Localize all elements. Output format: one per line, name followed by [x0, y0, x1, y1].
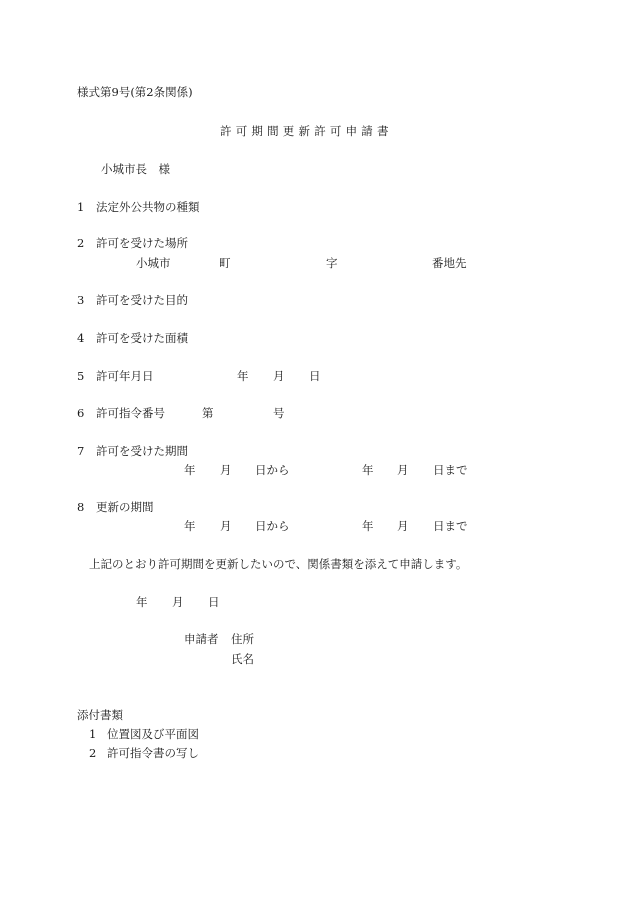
- application-statement: 上記のとおり許可期間を更新したいので、関係書類を添えて申請します。: [89, 557, 468, 571]
- applicant-label: 申請者: [184, 632, 219, 646]
- item-8-label: 更新の期間: [96, 500, 154, 514]
- item-5-label: 許可年月日: [96, 369, 154, 383]
- application-date-day: 日: [208, 595, 220, 609]
- permit-number-prefix: 第: [202, 406, 214, 420]
- renewal-end-month: 月: [397, 519, 409, 533]
- period-start-from: 日から: [255, 463, 290, 477]
- applicant-name-label: 氏名: [231, 652, 254, 666]
- renewal-start-month: 月: [220, 519, 232, 533]
- renewal-start-from: 日から: [255, 519, 290, 533]
- period-end-until: 日まで: [433, 463, 468, 477]
- item-1-label: 法定外公共物の種類: [96, 200, 200, 214]
- item-3-label: 許可を受けた目的: [96, 293, 188, 307]
- permit-date-day: 日: [309, 369, 321, 383]
- item-4-number: 4: [77, 331, 85, 345]
- permit-date-month: 月: [273, 369, 285, 383]
- location-city: 小城市: [136, 256, 171, 270]
- location-town: 町: [219, 256, 231, 270]
- renewal-end-year: 年: [362, 519, 374, 533]
- item-2-label: 許可を受けた場所: [96, 236, 188, 250]
- permit-date-year: 年: [237, 369, 249, 383]
- item-6-number: 6: [77, 406, 85, 420]
- attachment-2-number: 2: [89, 746, 97, 760]
- period-start-year: 年: [184, 463, 196, 477]
- attachment-2-text: 許可指令書の写し: [107, 746, 199, 760]
- renewal-start-year: 年: [184, 519, 196, 533]
- item-1-number: 1: [77, 200, 85, 214]
- attachments-heading: 添付書類: [77, 708, 123, 722]
- location-aza: 字: [326, 256, 338, 270]
- location-banchi: 番地先: [432, 256, 467, 270]
- attachment-1-text: 位置図及び平面図: [107, 727, 199, 741]
- item-4-label: 許可を受けた面積: [96, 331, 188, 345]
- application-date-month: 月: [172, 595, 184, 609]
- permit-number-suffix: 号: [273, 406, 285, 420]
- addressee: 小城市長 様: [101, 162, 170, 176]
- document-title: 許可期間更新許可申請書: [220, 124, 393, 138]
- item-2-number: 2: [77, 236, 85, 250]
- item-3-number: 3: [77, 293, 85, 307]
- item-6-label: 許可指令番号: [96, 406, 165, 420]
- period-end-year: 年: [362, 463, 374, 477]
- item-8-number: 8: [77, 500, 85, 514]
- item-5-number: 5: [77, 369, 85, 383]
- applicant-address-label: 住所: [231, 632, 254, 646]
- period-start-month: 月: [220, 463, 232, 477]
- period-end-month: 月: [397, 463, 409, 477]
- item-7-label: 許可を受けた期間: [96, 444, 188, 458]
- application-date-year: 年: [136, 595, 148, 609]
- item-7-number: 7: [77, 444, 85, 458]
- renewal-end-until: 日まで: [433, 519, 468, 533]
- form-label: 様式第9号(第2条関係): [77, 85, 193, 99]
- attachment-1-number: 1: [89, 727, 97, 741]
